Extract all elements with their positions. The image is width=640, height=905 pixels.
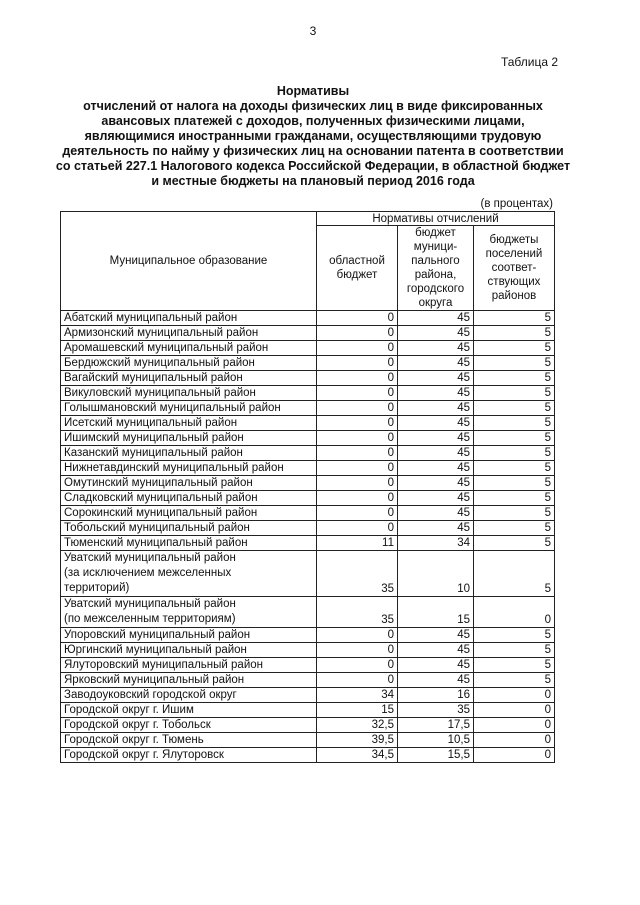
regional-budget-cell: 32,5 xyxy=(317,718,398,733)
title-line: Нормативы xyxy=(276,84,350,98)
table-body xyxy=(61,311,555,763)
document-title xyxy=(54,84,572,189)
table-row xyxy=(61,311,555,326)
settlements-budget-cell: 5 xyxy=(474,643,555,658)
district-budget-cell: 45 xyxy=(398,401,474,416)
regional-budget-cell: 0 xyxy=(317,326,398,341)
settlements-budget-cell: 5 xyxy=(474,551,555,597)
district-budget-cell: 45 xyxy=(398,371,474,386)
district-budget-cell: 45 xyxy=(398,356,474,371)
municipality-cell: Уватский муниципальный район (за исключением межселенных территорий) xyxy=(61,551,317,597)
table-row xyxy=(61,341,555,356)
table-row xyxy=(61,386,555,401)
settlements-budget-cell: 5 xyxy=(474,506,555,521)
regional-budget-cell: 35 xyxy=(317,551,398,597)
municipality-cell: Городской округ г. Ишим xyxy=(61,703,317,718)
district-budget-cell: 45 xyxy=(398,521,474,536)
settlements-budget-cell: 5 xyxy=(474,431,555,446)
district-budget-cell: 34 xyxy=(398,536,474,551)
regional-budget-cell: 0 xyxy=(317,506,398,521)
regional-budget-cell: 0 xyxy=(317,628,398,643)
settlements-budget-cell: 5 xyxy=(474,461,555,476)
table-row xyxy=(61,521,555,536)
settlements-budget-cell: 5 xyxy=(474,476,555,491)
municipality-cell: Абатский муниципальный район xyxy=(61,311,317,326)
settlements-budget-cell: 5 xyxy=(474,371,555,386)
settlements-budget-cell: 0 xyxy=(474,748,555,763)
municipality-cell: Заводоуковский городской округ xyxy=(61,688,317,703)
district-budget-cell: 15,5 xyxy=(398,748,474,763)
municipality-cell: Городской округ г. Ялуторовск xyxy=(61,748,317,763)
municipality-cell: Ялуторовский муниципальный район xyxy=(61,658,317,673)
table-row xyxy=(61,733,555,748)
district-budget-cell: 17,5 xyxy=(398,718,474,733)
regional-budget-cell: 0 xyxy=(317,491,398,506)
norms-table xyxy=(60,211,555,763)
settlements-budget-cell: 5 xyxy=(474,311,555,326)
table-row xyxy=(61,416,555,431)
regional-budget-cell: 0 xyxy=(317,643,398,658)
settlements-budget-cell: 0 xyxy=(474,718,555,733)
column-group-header: Нормативы отчислений xyxy=(317,212,555,226)
district-budget-cell: 45 xyxy=(398,431,474,446)
district-budget-cell: 16 xyxy=(398,688,474,703)
table-row xyxy=(61,703,555,718)
regional-budget-cell: 0 xyxy=(317,356,398,371)
regional-budget-cell: 34 xyxy=(317,688,398,703)
municipality-cell: Голышмановский муниципальный район xyxy=(61,401,317,416)
district-budget-cell: 45 xyxy=(398,416,474,431)
settlements-budget-cell: 5 xyxy=(474,401,555,416)
regional-budget-cell: 0 xyxy=(317,371,398,386)
title-line: и местные бюджеты на плановый период 2016 года xyxy=(151,174,475,188)
municipality-cell: Городской округ г. Тюмень xyxy=(61,733,317,748)
district-budget-cell: 10 xyxy=(398,551,474,597)
table-row xyxy=(61,476,555,491)
regional-budget-cell: 0 xyxy=(317,431,398,446)
settlements-budget-cell: 5 xyxy=(474,386,555,401)
settlements-budget-cell: 5 xyxy=(474,326,555,341)
district-budget-cell: 45 xyxy=(398,491,474,506)
municipality-cell: Сорокинский муниципальный район xyxy=(61,506,317,521)
municipality-cell: Бердюжский муниципальный район xyxy=(61,356,317,371)
settlements-budget-cell: 5 xyxy=(474,658,555,673)
municipality-cell: Нижнетавдинский муниципальный район xyxy=(61,461,317,476)
regional-budget-cell: 34,5 xyxy=(317,748,398,763)
table-row xyxy=(61,718,555,733)
municipality-cell: Уватский муниципальный район (по межселенным территориям) xyxy=(61,597,317,628)
district-budget-cell: 45 xyxy=(398,643,474,658)
settlements-budget-cell: 5 xyxy=(474,446,555,461)
regional-budget-cell: 0 xyxy=(317,416,398,431)
regional-budget-cell: 11 xyxy=(317,536,398,551)
table-row xyxy=(61,658,555,673)
column-header-district: бюджет муници-пального района, городского округа xyxy=(398,226,474,311)
title-line: являющимися иностранными гражданами, осуществляющими трудовую xyxy=(84,129,542,143)
settlements-budget-cell: 0 xyxy=(474,703,555,718)
regional-budget-cell: 0 xyxy=(317,476,398,491)
district-budget-cell: 45 xyxy=(398,476,474,491)
district-budget-cell: 45 xyxy=(398,446,474,461)
municipality-cell: Сладковский муниципальный район xyxy=(61,491,317,506)
table-row xyxy=(61,506,555,521)
page-number: 3 xyxy=(309,24,317,38)
settlements-budget-cell: 5 xyxy=(474,673,555,688)
table-row xyxy=(61,551,555,597)
table-row xyxy=(61,628,555,643)
district-budget-cell: 15 xyxy=(398,597,474,628)
district-budget-cell: 45 xyxy=(398,673,474,688)
regional-budget-cell: 0 xyxy=(317,673,398,688)
regional-budget-cell: 0 xyxy=(317,658,398,673)
settlements-budget-cell: 0 xyxy=(474,733,555,748)
regional-budget-cell: 0 xyxy=(317,461,398,476)
settlements-budget-cell: 5 xyxy=(474,536,555,551)
unit-note: (в процентах) xyxy=(480,198,553,210)
district-budget-cell: 45 xyxy=(398,326,474,341)
regional-budget-cell: 0 xyxy=(317,341,398,356)
municipality-cell: Городской округ г. Тобольск xyxy=(61,718,317,733)
column-header-regional: областной бюджет xyxy=(317,226,398,311)
regional-budget-cell: 0 xyxy=(317,521,398,536)
settlements-budget-cell: 5 xyxy=(474,521,555,536)
regional-budget-cell: 0 xyxy=(317,401,398,416)
municipality-cell: Вагайский муниципальный район xyxy=(61,371,317,386)
title-line: отчислений от налога на доходы физических лиц в виде фиксированных xyxy=(83,99,543,113)
regional-budget-cell: 0 xyxy=(317,386,398,401)
municipality-cell: Упоровский муниципальный район xyxy=(61,628,317,643)
municipality-cell: Омутинский муниципальный район xyxy=(61,476,317,491)
table-row xyxy=(61,536,555,551)
regional-budget-cell: 0 xyxy=(317,446,398,461)
district-budget-cell: 10,5 xyxy=(398,733,474,748)
municipality-cell: Армизонский муниципальный район xyxy=(61,326,317,341)
table-row xyxy=(61,643,555,658)
regional-budget-cell: 39,5 xyxy=(317,733,398,748)
title-line: авансовых платежей с доходов, полученных физическими лицами, xyxy=(101,114,525,128)
settlements-budget-cell: 0 xyxy=(474,688,555,703)
table-row xyxy=(61,401,555,416)
settlements-budget-cell: 5 xyxy=(474,491,555,506)
municipality-cell: Аромашевский муниципальный район xyxy=(61,341,317,356)
table-row xyxy=(61,326,555,341)
column-header-municipality: Муниципальное образование xyxy=(61,212,317,311)
table-row xyxy=(61,446,555,461)
district-budget-cell: 45 xyxy=(398,461,474,476)
municipality-cell: Ишимский муниципальный район xyxy=(61,431,317,446)
municipality-cell: Казанский муниципальный район xyxy=(61,446,317,461)
municipality-cell: Юргинский муниципальный район xyxy=(61,643,317,658)
district-budget-cell: 45 xyxy=(398,506,474,521)
table-row xyxy=(61,371,555,386)
municipality-cell: Викуловский муниципальный район xyxy=(61,386,317,401)
table-row xyxy=(61,673,555,688)
table-row xyxy=(61,688,555,703)
regional-budget-cell: 0 xyxy=(317,311,398,326)
table-row xyxy=(61,491,555,506)
column-header-settlements: бюджеты поселений соответ-ствующих районов xyxy=(474,226,555,311)
title-line: со статьей 227.1 Налогового кодекса Российской Федерации, в областной бюджет xyxy=(55,159,571,173)
district-budget-cell: 45 xyxy=(398,658,474,673)
district-budget-cell: 45 xyxy=(398,311,474,326)
settlements-budget-cell: 5 xyxy=(474,628,555,643)
district-budget-cell: 45 xyxy=(398,386,474,401)
settlements-budget-cell: 0 xyxy=(474,597,555,628)
regional-budget-cell: 15 xyxy=(317,703,398,718)
table-label: Таблица 2 xyxy=(500,55,558,69)
table-row xyxy=(61,597,555,628)
district-budget-cell: 45 xyxy=(398,628,474,643)
district-budget-cell: 35 xyxy=(398,703,474,718)
settlements-budget-cell: 5 xyxy=(474,341,555,356)
table-row xyxy=(61,748,555,763)
municipality-cell: Исетский муниципальный район xyxy=(61,416,317,431)
municipality-cell: Тюменский муниципальный район xyxy=(61,536,317,551)
table-row xyxy=(61,356,555,371)
regional-budget-cell: 35 xyxy=(317,597,398,628)
settlements-budget-cell: 5 xyxy=(474,416,555,431)
municipality-cell: Тобольский муниципальный район xyxy=(61,521,317,536)
title-line: деятельность по найму у физических лиц на основании патента в соответствии xyxy=(62,144,564,158)
district-budget-cell: 45 xyxy=(398,341,474,356)
municipality-cell: Ярковский муниципальный район xyxy=(61,673,317,688)
settlements-budget-cell: 5 xyxy=(474,356,555,371)
table-row xyxy=(61,431,555,446)
table-row xyxy=(61,461,555,476)
